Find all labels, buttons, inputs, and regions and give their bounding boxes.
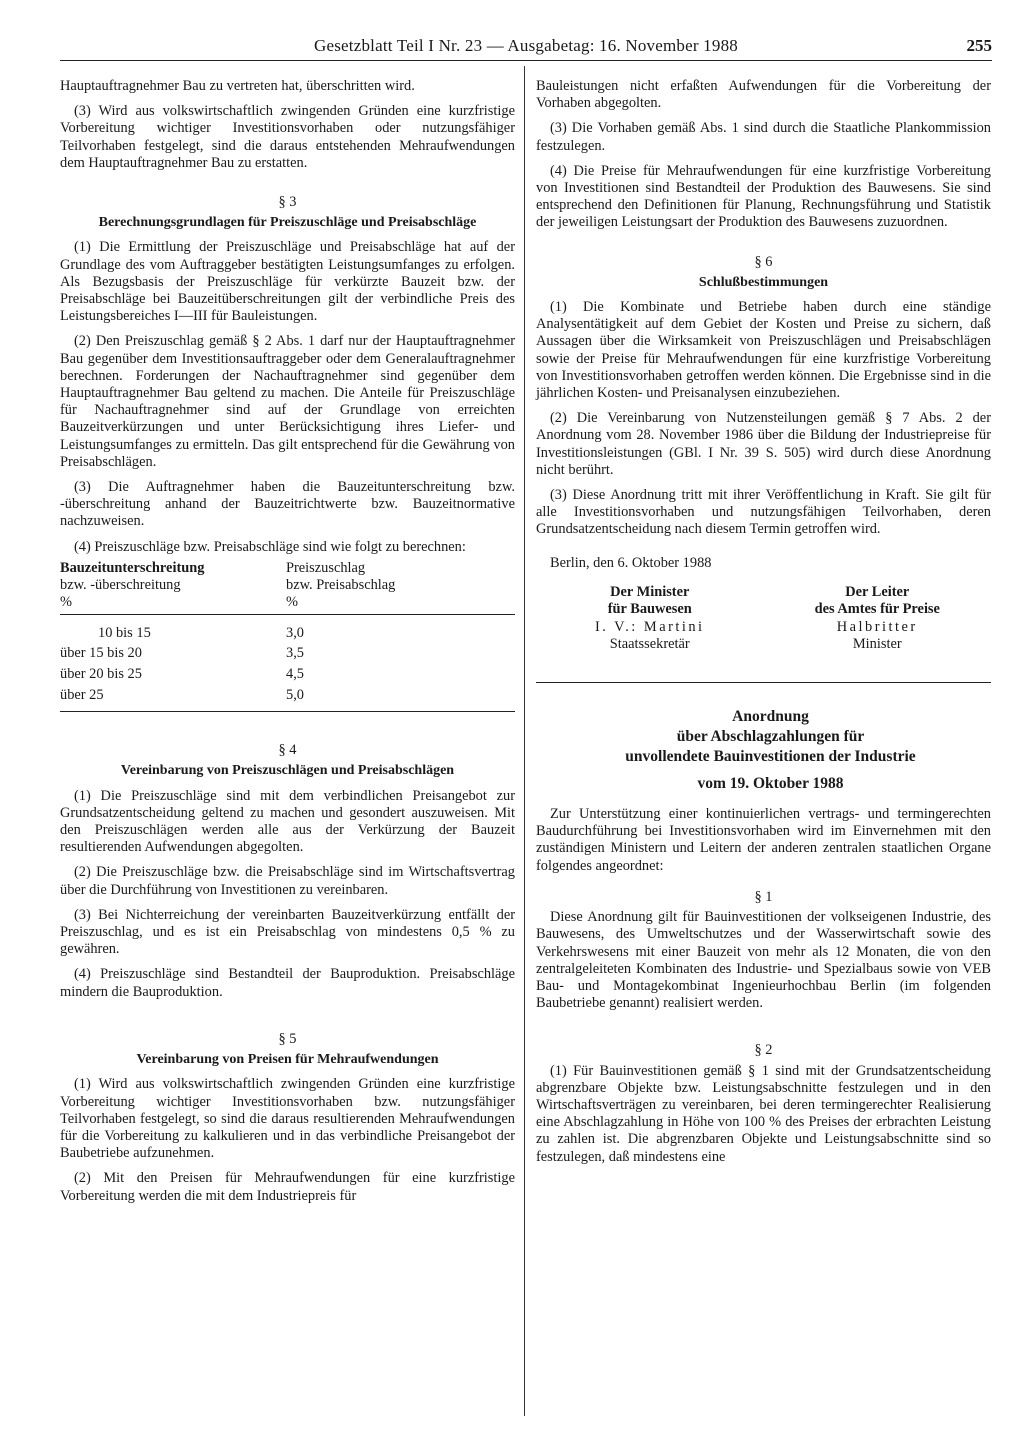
section-number: § 6	[754, 253, 773, 270]
table-cell: 3,5	[286, 645, 304, 662]
signature-line: Der Minister	[610, 583, 690, 600]
paragraph: (4) Die Preise für Mehraufwendungen für eine kurzfristige Vorbereitung von Investitionen sind Bestandteil der Produktion des Bauwesens. Sie sind entsprechend den Definitionen für Planung, Rechnungsführung und Statistik der jeweiligen Leistungsart der Produktion des Bauwesens zuzuordnen.	[536, 162, 991, 231]
paragraph: (2) Den Preiszuschlag gemäß § 2 Abs. 1 darf nur der Hauptauftragnehmer Bau gegenüber dem Investitionsauftraggeber oder dem Generalauftragnehmer berechnen. Forderungen der Nachauftragnehmer sind gegenüber dem Hauptauftragnehmer Bau geltend zu machen. Die Anteile für Preiszuschläge für Nachauftragnehmer sind auf der Grundlage von erreichten Bauzeitverkürzungen und unter Berücksichtigung ihres Liefer- und Leistungsumfanges zu ermitteln. Das gilt entsprechend für die Gewährung von Preisabschlägen.	[60, 333, 515, 470]
signature-line: des Amtes für Preise	[814, 601, 940, 618]
paragraph: (1) Die Ermittlung der Preiszuschläge und Preisabschläge hat auf der Grundlage des vom Auftraggeber bestätigten Leistungsumfanges zu erfolgen. Als Bezugsbasis der Preiszuschläge für verkürzte Bauzeit bzw. der Preisabschläge bei Bauzeitüberschreitungen gilt der verbindliche Preis des Leistungsbereiches I—III für Bauleistungen.	[60, 239, 515, 325]
table-cell: über 20 bis 25	[60, 666, 142, 683]
paragraph: Hauptauftragnehmer Bau zu vertreten hat, überschritten wird.	[60, 78, 415, 94]
table-row	[60, 623, 515, 644]
paragraph: Diese Anordnung gilt für Bauinvestitionen der volkseigenen Industrie, des Bauwesens, des Umweltschutzes und der Wasserwirtschaft sowie des Verkehrswesens mit einer Bauzeit von mehr als 12 Monaten, die von den zentralgeleiteten Kombinaten des Industrie- und Spezialbaus sowie von VEB Bau- und Montagekombinat Ingenieurhochbau Berlin (im folgenden Baubetriebe genannt) realisiert werden.	[536, 909, 991, 1012]
signature-line: Minister	[852, 636, 902, 653]
table-row	[60, 685, 515, 706]
table-header-cell: bzw. -überschreitung	[60, 576, 181, 593]
section-number: § 4	[278, 742, 297, 759]
paragraph: (2) Die Vereinbarung von Nutzensteilungen gemäß § 7 Abs. 2 der Anordnung vom 28. November 1986 über die Bildung der Industriepreise für Investitionsleistungen (GBl. I Nr. 39 S. 505) wird durch diese Anordnung nicht berührt.	[536, 410, 991, 478]
signature-leiter	[764, 584, 992, 654]
paragraph: Zur Unterstützung einer kontinuierlichen vertrags- und termingerechten Baudurchführung bei Investitionsvorhaben wird im Einvernehmen mit den zuständigen Ministern und Leitern der anderen zentralen staatlichen Organe folgendes angeordnet:	[536, 806, 991, 874]
paragraph: (2) Mit den Preisen für Mehraufwendungen für eine kurzfristige Vorbereitung werden die mit dem Industriepreis für	[60, 1170, 515, 1204]
table-header-cell: %	[60, 593, 72, 610]
signature-line: Staatssekretär	[609, 636, 690, 653]
ordinance-date: vom 19. Oktober 1988	[697, 774, 844, 792]
paragraph: (3) Wird aus volkswirtschaftlich zwingenden Gründen eine kurzfristige Vorbereitung wichtiger Investitionsvorhaben oder nutzungsfähiger Teilvorhaben festgelegt, sind die daraus entstehenden Mehraufwendungen dem Hauptauftragnehmer Bau zu erstatten.	[60, 103, 515, 171]
signature-block	[536, 584, 991, 654]
surcharge-table	[60, 560, 515, 712]
table-cell: 4,5	[286, 666, 304, 683]
paragraph: (3) Die Auftragnehmer haben die Bauzeitunterschreitung bzw. -überschreitung anhand der Bauzeitrichtwerte bzw. Bauzeitnormative nachzuweisen.	[60, 479, 515, 530]
paragraph: (1) Die Preiszuschläge sind mit dem verbindlichen Preisangebot zur Grundsatzentscheidung geltend zu machen und gesondert auszuweisen. Mit den Preiszuschlägen werden alle aus der Verkürzung der Bauzeit resultierenden Aufwendungen abgegolten.	[60, 787, 515, 856]
table-header	[60, 560, 515, 611]
table-header-cell: bzw. Preisabschlag	[286, 576, 396, 593]
signature-minister	[536, 584, 764, 654]
section-heading: Vereinbarung von Preisen für Mehraufwendungen	[136, 1052, 439, 1068]
left-column	[60, 78, 515, 1213]
paragraph: Bauleistungen nicht erfaßten Aufwendungen für die Vorbereitung der Vorhaben abgegolten.	[536, 78, 991, 112]
section-number: § 2	[754, 1042, 773, 1059]
section-heading: Vereinbarung von Preiszuschlägen und Preisabschlägen	[120, 763, 455, 779]
table-cell: über 25	[60, 686, 104, 703]
section-heading: Berechnungsgrundlagen für Preiszuschläge und Preisabschläge	[98, 215, 477, 231]
column-divider	[524, 66, 525, 1416]
table-rule	[60, 711, 515, 712]
paragraph: (3) Diese Anordnung tritt mit ihrer Veröffentlichung in Kraft. Sie gilt für alle Investitionsvorhaben und nutzungsfähigen Teilvorhaben, deren Grundsatzentscheidung nach diesem Termin getroffen wird.	[536, 487, 991, 538]
table-row	[60, 664, 515, 685]
paragraph: (4) Preiszuschläge sind Bestandteil der Bauproduktion. Preisabschläge mindern die Bauproduktion.	[60, 966, 515, 1000]
paragraph: (4) Preiszuschläge bzw. Preisabschläge sind wie folgt zu berechnen:	[74, 538, 466, 555]
table-row	[60, 643, 515, 664]
signature-line: Halbritter	[836, 618, 918, 635]
place-date: Berlin, den 6. Oktober 1988	[550, 554, 712, 571]
table-header-cell: Preiszuschlag	[286, 559, 366, 576]
signature-line: Der Leiter	[845, 583, 910, 600]
table-rule	[60, 614, 515, 615]
section-rule	[536, 682, 991, 683]
right-column	[536, 78, 991, 1174]
section-number: § 5	[278, 1030, 297, 1047]
page-number: 255	[966, 36, 992, 55]
table-header-cell: %	[286, 593, 298, 610]
ordinance-title: Anordnung	[732, 707, 809, 725]
signature-line: I. V.: Martini	[594, 618, 705, 635]
header-title: Gesetzblatt Teil I Nr. 23 — Ausgabetag: 16. November 1988	[314, 36, 738, 55]
section-number: § 1	[754, 888, 773, 905]
paragraph: (1) Die Kombinate und Betriebe haben durch eine ständige Analysentätigkeit auf dem Gebiet der Kosten und Preise zu sichern, daß Aussagen über die Wirksamkeit von Preiszuschlägen und Preisabschlägen sowie der Preise für Mehraufwendungen für eine kurzfristige Vorbereitung von Investitionsvorhaben getroffen werden können. Die Ergebnisse sind in die jährlichen Kosten- und Preisanalysen einzubeziehen.	[536, 299, 991, 402]
paragraph: (3) Bei Nichterreichung der vereinbarten Bauzeitverkürzung entfällt der Preiszuschlag, und es ist ein Preisabschlag von mindestens 0,5 % zu gewähren.	[60, 906, 515, 958]
page-header	[60, 36, 992, 61]
paragraph: (2) Die Preiszuschläge bzw. die Preisabschläge sind im Wirtschaftsvertrag über die Durchführung von Investitionen zu vereinbaren.	[60, 864, 515, 898]
table-cell: 5,0	[286, 686, 304, 703]
signature-line: für Bauwesen	[607, 601, 692, 618]
paragraph: (1) Wird aus volkswirtschaftlich zwingenden Gründen eine kurzfristige Vorbereitung wichtiger Investitionsvorhaben bzw. nutzungsfähiger Teilvorhaben festgelegt, so sind die daraus resultierenden Mehraufwendungen für die Vorbereitung zu kalkulieren und in das verbindliche Preisangebot der Baubetriebe aufzunehmen.	[60, 1076, 515, 1162]
table-header-cell: Bauzeitunterschreitung	[60, 559, 205, 576]
section-number: § 3	[278, 194, 297, 211]
table-cell: 3,0	[286, 624, 304, 641]
table-cell: über 15 bis 20	[60, 645, 142, 662]
table-cell: 10 bis 15	[98, 624, 151, 641]
paragraph: (3) Die Vorhaben gemäß Abs. 1 sind durch die Staatliche Plankommission festzulegen.	[536, 120, 991, 154]
section-heading: Schlußbestimmungen	[698, 274, 829, 290]
ordinance-title: unvollendete Bauinvestitionen der Industrie	[625, 747, 916, 765]
paragraph: (1) Für Bauinvestitionen gemäß § 1 sind mit der Grundsatzentscheidung abgrenzbare Objekte bzw. Leistungsabschnitte festzulegen und in den Wirtschaftsverträgen zu vereinbaren, bei deren termingerechter Realisierung eine Abschlagzahlung in Höhe von 100 % des Preises der erbrachten Leistung zu zahlen ist. Die abgrenzbaren Objekte und Leistungsabschnitte sind so festzulegen, daß mindestens eine	[536, 1062, 991, 1165]
ordinance-title: über Abschlagzahlungen für	[676, 727, 865, 745]
